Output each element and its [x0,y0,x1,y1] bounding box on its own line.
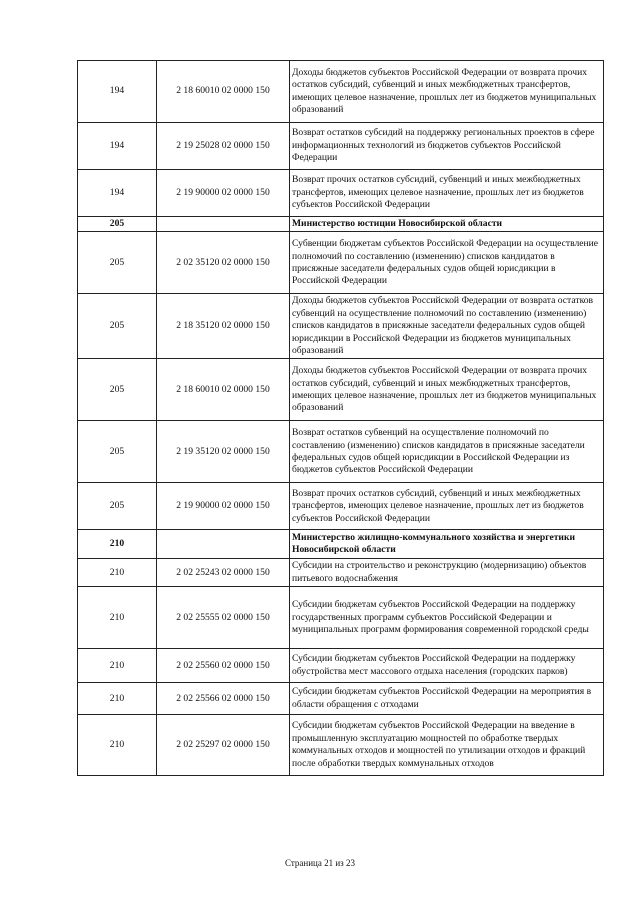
admin-code-cell: 194 [78,123,157,170]
budget-code-cell: 2 02 25243 02 0000 150 [157,559,290,587]
budget-code-cell: 2 02 35120 02 0000 150 [157,232,290,294]
admin-code-cell: 205 [78,294,157,359]
budget-code-cell: 2 02 25297 02 0000 150 [157,715,290,776]
admin-code-cell: 205 [78,483,157,530]
table-row [78,61,604,123]
description-cell: Субсидии бюджетам субъектов Российской Федерации на поддержку государственных программ субъектов Российской Федерации и муниципальных программ формирования современной городской среды [290,587,604,649]
description-cell: Субсидии бюджетам субъектов Российской Федерации на введение в промышленную эксплуатацию мощностей по обработке твердых коммунальных отходов и мощностей по утилизации отходов и фракций после обработки твердых коммунальных отходов [290,715,604,776]
admin-code-cell: 210 [78,559,157,587]
description-cell: Субсидии на строительство и реконструкцию (модернизацию) объектов питьевого водоснабжения [290,559,604,587]
budget-code-cell: 2 02 25560 02 0000 150 [157,649,290,683]
admin-code-cell: 210 [78,715,157,776]
description-cell: Возврат остатков субвенций на осуществление полномочий по составлению (изменению) списков кандидатов в присяжные заседатели федеральных судов общей юрисдикции в Российской Федерации из бюджетов субъектов Российской Федерации [290,421,604,483]
admin-code-cell: 205 [78,217,157,232]
budget-classification-table [77,60,604,776]
description-cell: Доходы бюджетов субъектов Российской Федерации от возврата остатков субвенций на осуществление полномочий по составлению (изменению) списков кандидатов в присяжные заседатели федеральных судов общей юрисдикции в Российской Федерации из бюджетов муниципальных образований [290,294,604,359]
ministry-header-row [78,530,604,559]
description-cell: Возврат остатков субсидий на поддержку региональных проектов в сфере информационных технологий из бюджетов субъектов Российской Федерации [290,123,604,170]
budget-code-cell: 2 18 60010 02 0000 150 [157,61,290,123]
budget-code-cell [157,217,290,232]
table-row [78,683,604,715]
admin-code-cell: 210 [78,683,157,715]
table-row [78,715,604,776]
table-row [78,294,604,359]
table-row [78,359,604,421]
description-cell: Доходы бюджетов субъектов Российской Федерации от возврата прочих остатков субсидий, субвенций и иных межбюджетных трансфертов, имеющих целевое назначение, прошлых лет из бюджетов муниципальных образований [290,359,604,421]
admin-code-cell: 205 [78,232,157,294]
admin-code-cell: 205 [78,359,157,421]
admin-code-cell: 210 [78,587,157,649]
ministry-header-row [78,217,604,232]
description-cell: Доходы бюджетов субъектов Российской Федерации от возврата прочих остатков субсидий, субвенций и иных межбюджетных трансфертов, имеющих целевое назначение, прошлых лет из бюджетов муниципальных образований [290,61,604,123]
description-cell: Министерство жилищно-коммунального хозяйства и энергетики Новосибирской области [290,530,604,559]
budget-code-cell: 2 19 35120 02 0000 150 [157,421,290,483]
table-row [78,170,604,217]
budget-code-cell: 2 02 25555 02 0000 150 [157,587,290,649]
budget-code-cell [157,530,290,559]
table-row [78,123,604,170]
description-cell: Субсидии бюджетам субъектов Российской Федерации на мероприятия в области обращения с отходами [290,683,604,715]
admin-code-cell: 210 [78,530,157,559]
table-row [78,421,604,483]
budget-code-cell: 2 19 90000 02 0000 150 [157,170,290,217]
table-row [78,649,604,683]
table-row [78,587,604,649]
admin-code-cell: 194 [78,61,157,123]
budget-code-cell: 2 18 60010 02 0000 150 [157,359,290,421]
page-number: Страница 21 из 23 [285,858,355,868]
budget-code-cell: 2 19 25028 02 0000 150 [157,123,290,170]
description-cell: Возврат прочих остатков субсидий, субвенций и иных межбюджетных трансфертов, имеющих целевое назначение, прошлых лет из бюджетов субъектов Российской Федерации [290,170,604,217]
budget-code-cell: 2 18 35120 02 0000 150 [157,294,290,359]
table-row [78,559,604,587]
description-cell: Субсидии бюджетам субъектов Российской Федерации на поддержку обустройства мест массового отдыха населения (городских парков) [290,649,604,683]
description-cell: Субвенции бюджетам субъектов Российской Федерации на осуществление полномочий по составлению (изменению) списков кандидатов в присяжные заседатели федеральных судов общей юрисдикции в Российской Федерации [290,232,604,294]
table-row [78,483,604,530]
budget-code-cell: 2 19 90000 02 0000 150 [157,483,290,530]
budget-code-cell: 2 02 25566 02 0000 150 [157,683,290,715]
description-cell: Министерство юстиции Новосибирской области [290,217,604,232]
admin-code-cell: 205 [78,421,157,483]
admin-code-cell: 194 [78,170,157,217]
admin-code-cell: 210 [78,649,157,683]
table-row [78,232,604,294]
description-cell: Возврат прочих остатков субсидий, субвенций и иных межбюджетных трансфертов, имеющих целевое назначение, прошлых лет из бюджетов субъектов Российской Федерации [290,483,604,530]
